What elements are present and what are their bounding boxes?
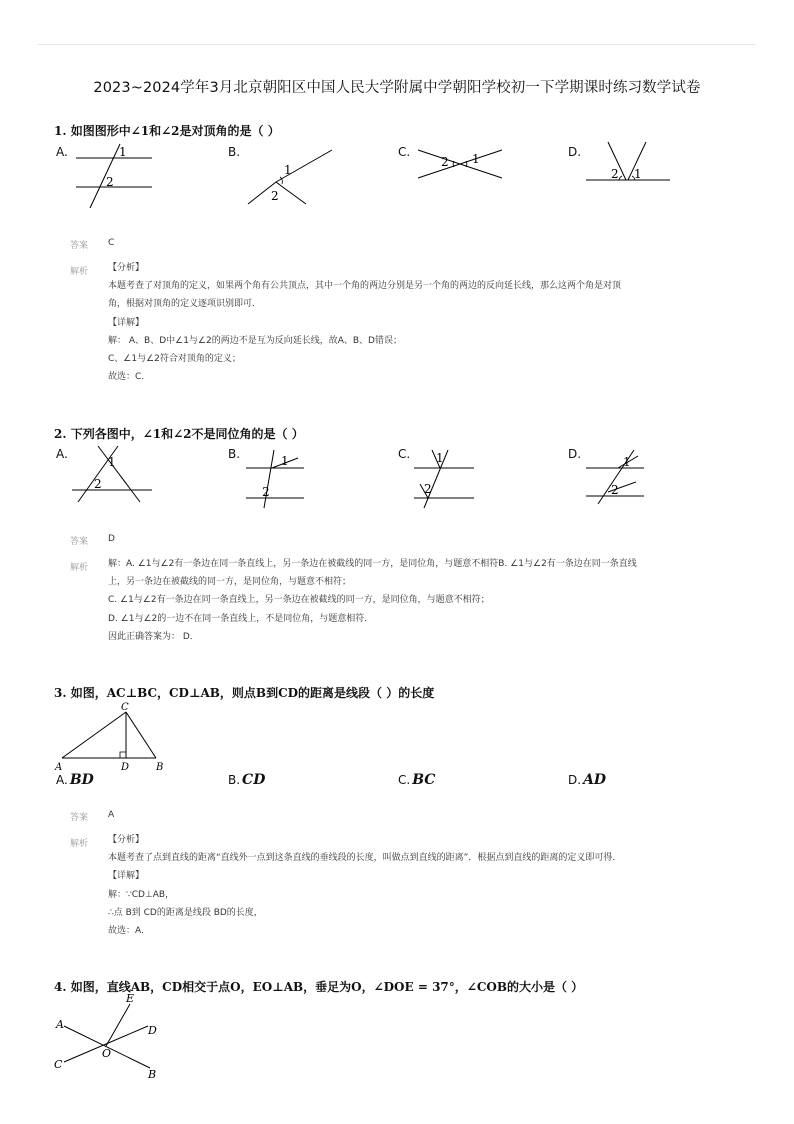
option-value: CD	[242, 772, 266, 788]
angle-1-label: 1	[436, 451, 444, 465]
angle-1-label: 1	[472, 152, 480, 166]
q1-option-c-letter[interactable]: C.	[398, 145, 411, 159]
analysis-line: 【分析】	[108, 835, 145, 845]
angle-1-label: 1	[281, 454, 289, 468]
point-o-label: O	[102, 1047, 112, 1060]
q2-option-a-letter[interactable]: A.	[56, 447, 68, 461]
q1-option-d-letter[interactable]: D.	[568, 145, 582, 159]
q3-figure-triangle	[54, 700, 174, 776]
angle-2-label: 2	[262, 485, 270, 499]
q2-figure-a	[70, 444, 156, 506]
angle-1-label: 1	[119, 145, 127, 159]
q3-option-c[interactable]	[398, 772, 435, 788]
question-2-stem: 2. 下列各图中，∠1和∠2不是同位角的是（ ）	[54, 427, 304, 441]
analysis-line: D. ∠1与∠2的一边不在同一条直线上，不是同位角，与题意相符．	[108, 613, 374, 624]
angle-2-label: 2	[611, 167, 619, 181]
q2-figure-d	[584, 446, 648, 506]
q3-option-a[interactable]	[56, 772, 94, 788]
q2-figure-b	[244, 446, 308, 510]
q2-option-b-letter[interactable]: B.	[228, 447, 241, 461]
q1-figure-c	[414, 142, 506, 188]
q1-option-a-letter[interactable]: A.	[56, 145, 68, 159]
analysis-line: 本题考查了对顶角的定义，如果两个角有公共顶点，其中一个角的两边分别是另一个角的两边的反向延长线，那么这两个角是对顶	[108, 281, 622, 292]
analysis-line: C. ∠1与∠2有一条边在同一条直线上，另一条边在被截线的同一方，是同位角，与题意不相符；	[108, 595, 490, 606]
option-value: BD	[69, 772, 94, 788]
q4-figure-intersecting-lines	[50, 994, 170, 1084]
point-e-label: E	[126, 992, 135, 1005]
q2-analysis	[108, 555, 723, 646]
angle-1-label: 1	[634, 167, 642, 181]
option-letter: C.	[398, 773, 411, 787]
angle-1-label: 1	[623, 455, 631, 469]
q2-answer-label: 答案	[70, 537, 89, 547]
analysis-line: 【分析】	[108, 263, 145, 273]
point-d-label: D	[121, 762, 130, 773]
q1-figure-a	[70, 142, 160, 212]
angle-1-label: 1	[108, 455, 116, 469]
q3-option-b[interactable]	[228, 772, 265, 788]
q2-option-c-letter[interactable]: C.	[398, 447, 411, 461]
q3-answer-label: 答案	[70, 813, 89, 823]
q2-figure-c	[412, 446, 478, 510]
page-title: 2023~2024学年3月北京朝阳区中国人民大学附属中学朝阳学校初一下学期课时练习数学试卷	[93, 80, 701, 96]
q2-option-d-letter[interactable]: D.	[568, 447, 582, 461]
analysis-line: C、∠1与∠2符合对顶角的定义；	[108, 354, 241, 365]
option-letter: D.	[568, 773, 582, 787]
analysis-line: ∴点 B到 CD的距离是线段 BD的长度，	[108, 907, 263, 918]
angle-2-label: 2	[106, 175, 114, 189]
point-d-label: D	[148, 1024, 157, 1037]
angle-2-label: 2	[424, 482, 432, 496]
angle-2-label: 2	[441, 155, 449, 169]
analysis-line: 故选：A．	[108, 926, 151, 937]
point-c-label: C	[54, 1058, 63, 1071]
point-b-label: B	[148, 1068, 157, 1081]
angle-1-label: 1	[284, 163, 292, 177]
q1-option-b-letter[interactable]: B.	[228, 145, 241, 159]
q3-answer-value: A	[108, 810, 115, 820]
point-c-label: C	[121, 702, 129, 713]
point-a-label: A	[55, 762, 63, 773]
point-b-label: B	[156, 762, 164, 773]
point-a-label: A	[56, 1018, 64, 1031]
q1-answer-value: C	[108, 238, 115, 248]
q1-analysis-label: 解析	[70, 267, 89, 277]
angle-2-label: 2	[611, 483, 619, 497]
analysis-line: 本题考查了点到直线的距离“直线外一点到这条直线的垂线段的长度，叫做点到直线的距离”．根据点到直线的距离的定义即可得．	[108, 853, 622, 864]
question-1-stem: 1. 如图图形中∠1和∠2是对顶角的是（ ）	[54, 124, 280, 138]
analysis-line: 【详解】	[108, 317, 145, 328]
option-value: BC	[412, 772, 436, 788]
q1-figure-b	[244, 144, 344, 210]
option-letter: A.	[56, 773, 68, 787]
q2-analysis-label: 解析	[70, 563, 89, 573]
analysis-line: 解：∵CD⊥AB，	[108, 889, 175, 900]
analysis-line: 角，根据对顶角的定义逐项识别即可．	[108, 299, 262, 310]
q1-answer-label: 答案	[70, 241, 89, 251]
header-rule	[38, 44, 756, 45]
q3-analysis-label: 解析	[70, 839, 89, 849]
analysis-line: 故选：C．	[108, 372, 151, 383]
analysis-line: 【详解】	[108, 871, 145, 882]
q3-option-d[interactable]	[568, 772, 606, 788]
question-4-stem: 4. 如图，直线AB，CD相交于点O，EO⊥AB，垂足为O，∠DOE = 37°，∠COB的大小是（ ）	[54, 980, 584, 994]
question-3-stem: 3. 如图，AC⊥BC，CD⊥AB，则点B到CD的距离是线段（ ）的长度	[54, 686, 435, 700]
q1-analysis	[108, 259, 723, 386]
option-letter: B.	[228, 773, 241, 787]
analysis-line: 上，另一条边在被截线的同一方，是同位角，与题意不相符；	[108, 577, 352, 588]
analysis-line: 解：A. ∠1与∠2有一条边在同一条直线上，另一条边在被截线的同一方，是同位角，与题意不相符B. ∠1与∠2有一条边在同一条直线	[108, 559, 637, 569]
analysis-line: 因此正确答案为： D．	[108, 631, 199, 642]
analysis-line: 解： A、B、D中∠1与∠2的两边不是互为反向延长线，故A、B、D错误；	[108, 335, 402, 346]
q1-figure-d	[586, 140, 672, 186]
q2-answer-value: D	[108, 534, 115, 544]
option-value: AD	[583, 772, 607, 788]
angle-2-label: 2	[271, 189, 279, 203]
q3-analysis	[108, 831, 723, 940]
angle-2-label: 2	[94, 477, 102, 491]
